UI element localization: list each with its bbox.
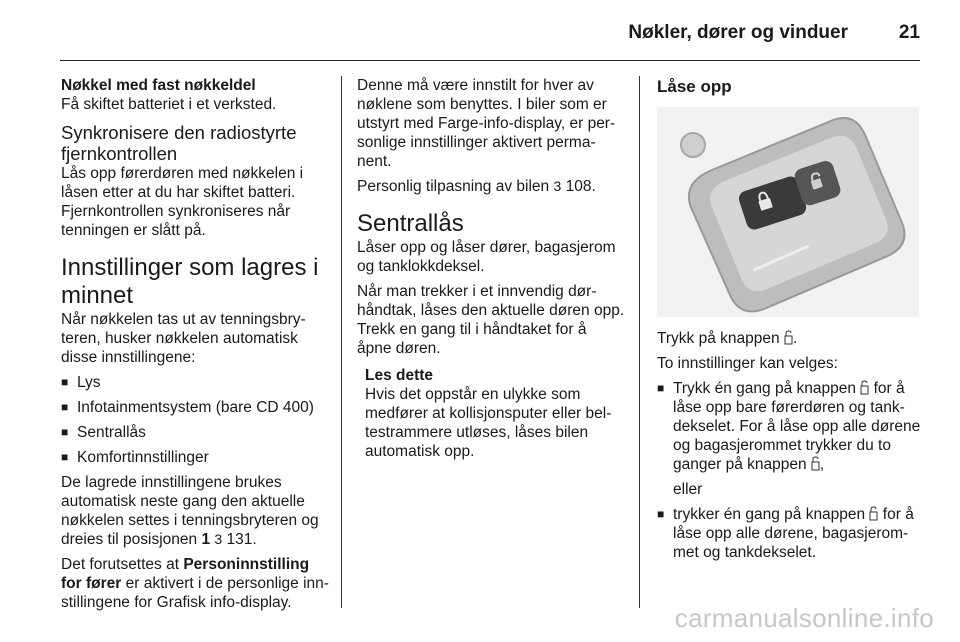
page-reference[interactable]: 131. bbox=[226, 531, 257, 548]
handle-text: Når man trekker i et innvendig dør-håndtak, låses den aktuelle døren opp. Trekk en gang til i håndtaket for å åpne døren. bbox=[357, 283, 625, 357]
bullet: ■ bbox=[61, 400, 69, 414]
column-2 bbox=[357, 76, 625, 467]
or-item bbox=[657, 480, 927, 499]
list-item-text: Sentrallås bbox=[77, 424, 146, 441]
unlock-key-icon bbox=[860, 380, 869, 395]
page-number: 21 bbox=[898, 22, 920, 43]
sync-heading: Synkronisere den radiostyrte fjernkontrollen bbox=[61, 122, 297, 164]
press-text: Trykk på knappen . bbox=[657, 330, 798, 347]
list-item-text: Lys bbox=[77, 374, 101, 391]
sync-text: Lås opp førerdøren med nøkkelen i låsen etter at du har skiftet batteri. Fjernkontrollen synkroniseres når tenningen er slått på. bbox=[61, 165, 304, 239]
personal-text bbox=[357, 177, 625, 196]
press-text-a: Trykk på knappen bbox=[657, 330, 780, 347]
central-lock-heading: Sentrallås bbox=[357, 210, 464, 237]
unlock-heading: Låse opp bbox=[657, 77, 732, 96]
reference-arrow-icon: 3 bbox=[214, 531, 223, 547]
item1-text-b: for å låse opp bare førerdøren og tank-dekselet. For å låse opp alle dørene og bagasjerommet trykker du to ganger på knappen bbox=[673, 380, 921, 473]
bullet: ■ bbox=[61, 375, 69, 389]
list-item bbox=[61, 373, 331, 392]
watermark: carmanualsonline.info bbox=[674, 603, 934, 633]
intro-text: Denne må være innstilt for hver av nøklene som benyttes. I biler som er utstyrt med Farge-info-display, er per-sonlige innstillinger aktivert perma-nent. bbox=[357, 77, 616, 170]
note-text: Hvis det oppstår en ulykke som medfører at kollisjonsputer eller bel-testrammere utløses, låses bilen automatisk opp. bbox=[365, 386, 612, 460]
key-image-icon bbox=[657, 107, 919, 317]
two-settings-text: To innstillinger kan velges: bbox=[657, 355, 838, 372]
page-reference[interactable]: 108. bbox=[565, 178, 596, 195]
bullet: ■ bbox=[657, 381, 665, 395]
bullet: ■ bbox=[61, 425, 69, 439]
column-1 bbox=[61, 76, 331, 618]
note-box bbox=[365, 366, 625, 461]
header-title: Nøkler, dører og vinduer bbox=[628, 22, 848, 43]
column-3 bbox=[657, 76, 927, 568]
unlock-key-icon bbox=[784, 330, 793, 345]
item2-text-b: for å låse opp alle dørene, bagasjerom-met og tankdekselet. bbox=[673, 506, 914, 561]
unlock-options-list bbox=[657, 379, 927, 562]
fixed-key-title: Nøkkel med fast nøkkeldel bbox=[61, 77, 256, 94]
memory-list bbox=[61, 373, 331, 467]
memory-heading: Innstillinger som lagres i minnet bbox=[61, 254, 319, 309]
item1-end: , bbox=[819, 456, 825, 473]
central-lock-text: Låser opp og låser dører, bagasjerom og tanklokkdeksel. bbox=[357, 239, 616, 275]
list-item bbox=[61, 423, 331, 442]
unlock-key-icon bbox=[811, 456, 820, 471]
prereq-text bbox=[61, 555, 331, 612]
list-item bbox=[61, 448, 331, 467]
prereq-text-b: er aktivert i de personlige inn-stillingene for Grafisk info-display. bbox=[61, 575, 329, 611]
list-item-text: Komfortinnstillinger bbox=[77, 449, 209, 466]
reference-arrow-icon: 3 bbox=[553, 178, 562, 194]
note-title: Les dette bbox=[365, 367, 434, 384]
memory-text: Når nøkkelen tas ut av tenningsbry-teren, husker nøkkelen automatisk disse innstillingene: bbox=[61, 311, 306, 366]
flip-key-illustration bbox=[657, 107, 919, 317]
column-divider-1 bbox=[341, 76, 342, 608]
restore-text bbox=[61, 473, 331, 549]
column-divider-2 bbox=[639, 76, 640, 608]
restore-text-a: De lagrede innstillingene brukes automatisk neste gang den aktuelle nøkkelen settes i tenningsbryteren og dreies til posisjonen bbox=[61, 474, 319, 548]
personal-text-a: Personlig tilpasning av bilen bbox=[357, 178, 550, 195]
item2-text-a: trykker én gang på knappen bbox=[673, 506, 866, 523]
unlock-key-icon bbox=[869, 506, 878, 521]
prereq-text-a: Det forutsettes at bbox=[61, 556, 180, 573]
page-header bbox=[60, 14, 920, 50]
bullet: ■ bbox=[61, 450, 69, 464]
or-text: eller bbox=[673, 481, 703, 498]
fixed-key-text: Få skiftet batteriet i et verksted. bbox=[61, 96, 277, 113]
bullet: ■ bbox=[657, 507, 665, 521]
item1-text-a: Trykk én gang på knappen bbox=[673, 380, 856, 397]
list-item bbox=[657, 505, 927, 562]
position-number: 1 bbox=[201, 531, 211, 548]
setting-name: Personinnstilling for fører bbox=[61, 556, 310, 592]
list-item bbox=[657, 379, 927, 474]
list-item bbox=[61, 398, 331, 417]
header-rule bbox=[60, 60, 920, 61]
list-item-text: Infotainmentsystem (bare CD 400) bbox=[77, 399, 314, 416]
